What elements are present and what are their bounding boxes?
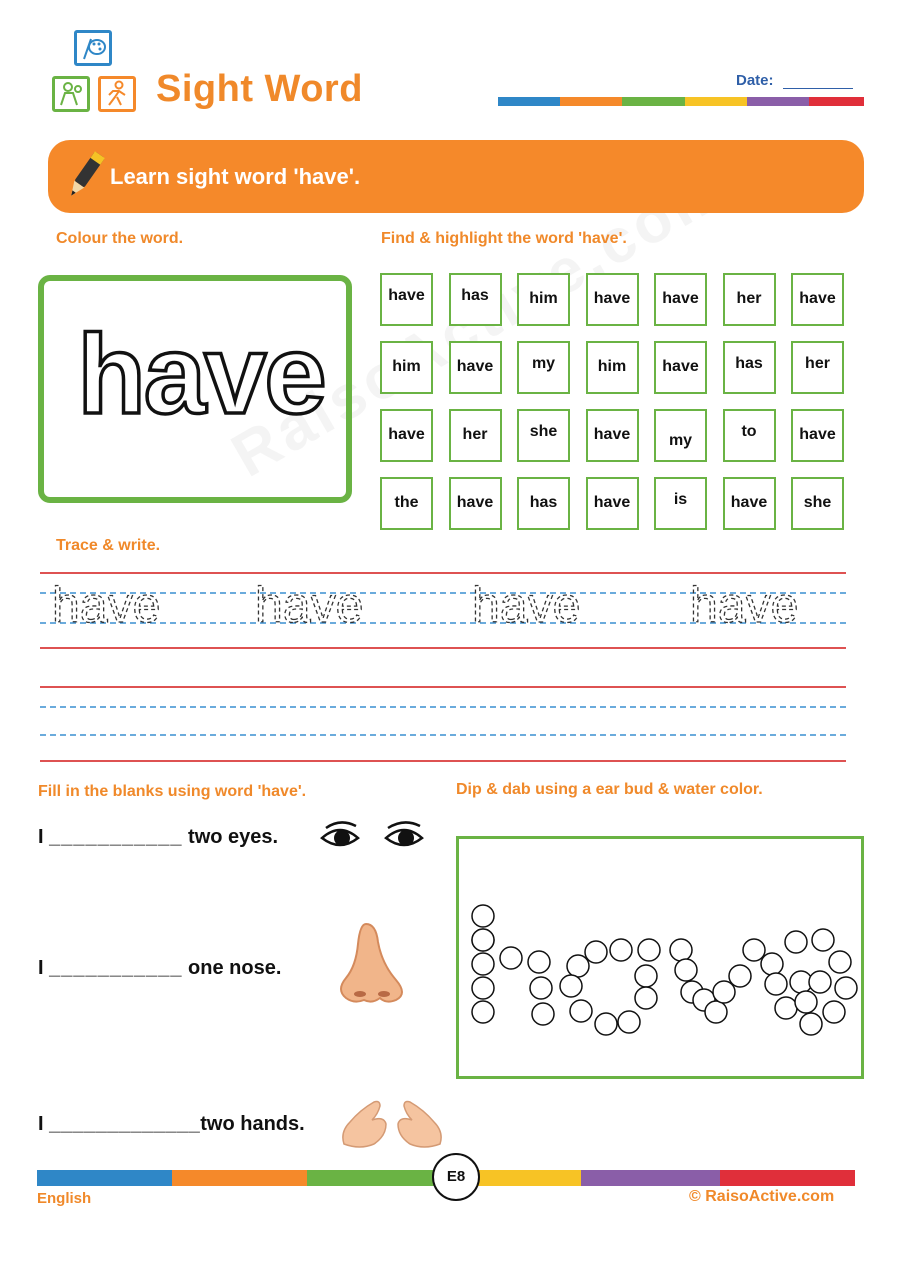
dab-dot[interactable] [472,905,494,927]
sentence-prefix: I [38,1113,44,1135]
blank-field[interactable]: _____________ [49,1113,201,1135]
grid-word-cell[interactable] [517,477,570,530]
grid-word-cell[interactable] [449,273,502,326]
grid-word-cell[interactable] [380,341,433,394]
trace-word: have [472,577,581,633]
pencil-icon [60,146,110,206]
dab-dot[interactable] [500,947,522,969]
grid-word-text: have [730,494,768,511]
grid-word-cell[interactable] [517,273,570,326]
dab-dot[interactable] [743,939,765,961]
dab-dot[interactable] [528,951,550,973]
logo-icons [52,30,142,115]
grid-word-text: she [803,494,832,511]
trace-section-label: Trace & write. [56,537,161,554]
dab-dot[interactable] [570,1000,592,1022]
page-title: Sight Word [156,68,363,110]
dab-dot[interactable] [812,929,834,951]
grid-word-text: her [462,426,488,443]
palette-icon [74,30,112,66]
nose-icon [336,922,408,1006]
dab-dot[interactable] [765,973,787,995]
find-section-label: Find & highlight the word 'have'. [381,230,627,247]
grid-word-cell[interactable] [380,477,433,530]
blank-field[interactable]: ___________ [49,826,183,848]
grid-word-cell[interactable] [723,477,776,530]
grid-word-text: her [736,290,762,307]
grid-word-cell[interactable] [586,273,639,326]
blank-field[interactable]: ___________ [49,957,183,979]
sentence-prefix: I [38,957,44,979]
child-play-icon [52,76,90,112]
grid-word-text: have [593,494,631,511]
sentence-prefix: I [38,826,44,848]
grid-word-cell[interactable] [791,477,844,530]
grid-word-cell[interactable] [449,341,502,394]
grid-word-cell[interactable] [654,477,707,530]
dab-dot[interactable] [809,971,831,993]
grid-word-text: him [529,290,558,307]
dab-dot[interactable] [618,1011,640,1033]
grid-word-text: have [662,290,699,307]
grid-word-cell[interactable] [586,477,639,530]
dab-dot[interactable] [472,953,494,975]
dab-dot[interactable] [785,931,807,953]
grid-word-cell[interactable] [586,341,639,394]
date-field[interactable] [783,88,853,89]
dab-dot[interactable] [800,1013,822,1035]
svg-text:have: have [77,318,325,428]
dab-section-label: Dip & dab using a ear bud & water color. [456,781,763,798]
grid-word-text: have [388,287,425,304]
grid-word-text: the [394,494,419,511]
grid-word-text: have [456,494,494,511]
grid-word-cell[interactable] [791,273,844,326]
dab-word-dots[interactable] [456,836,864,1079]
grid-word-cell[interactable] [791,409,844,462]
page-number-badge: E8 [432,1153,480,1201]
grid-word-text: my [531,355,556,372]
date-label: Date: [736,72,774,89]
dab-dot[interactable] [635,987,657,1009]
grid-word-cell[interactable] [586,409,639,462]
dab-dot[interactable] [610,939,632,961]
footer-subject: English [37,1190,92,1207]
grid-word-text: have [593,426,631,443]
banner-text: Learn sight word 'have'. [110,164,361,189]
outline-word[interactable] [64,318,339,428]
grid-word-text: him [597,358,627,375]
grid-word-text: her [805,355,830,372]
dab-dot[interactable] [705,1001,727,1023]
colour-section-label: Colour the word. [56,230,184,247]
dab-dot[interactable] [775,997,797,1019]
dab-dot[interactable] [670,939,692,961]
grid-word-text: is [673,491,688,508]
dab-dot[interactable] [835,977,857,999]
grid-word-cell[interactable] [517,409,570,462]
grid-word-cell[interactable] [449,409,502,462]
grid-word-text: have [799,290,836,307]
grid-word-cell[interactable] [654,273,707,326]
grid-word-text: have [456,358,494,375]
grid-word-cell[interactable] [654,341,707,394]
grid-word-cell[interactable] [723,341,776,394]
header-color-strip [498,97,864,106]
dab-dot[interactable] [560,975,582,997]
sentence-suffix: two hands. [200,1113,305,1135]
grid-word-text: have [799,426,836,443]
dab-dot[interactable] [585,941,607,963]
trace-word: have [255,577,364,633]
trace-word: have [52,577,161,633]
dab-dot[interactable] [530,977,552,999]
dab-dot[interactable] [823,1001,845,1023]
dab-dot[interactable] [729,965,751,987]
grid-word-cell[interactable] [449,477,502,530]
grid-word-cell[interactable] [654,409,707,462]
sentence-eyes [38,826,278,849]
grid-word-text: has [735,355,763,372]
sentence-nose [38,957,281,980]
grid-word-text: have [593,290,631,307]
dab-dot[interactable] [595,1013,617,1035]
dab-dot[interactable] [472,929,494,951]
dab-dot[interactable] [567,955,589,977]
dab-dot[interactable] [638,939,660,961]
trace-lines[interactable] [40,565,846,770]
sentence-suffix: one nose. [188,957,282,979]
dab-dot[interactable] [829,951,851,973]
grid-word-cell[interactable] [791,341,844,394]
sentence-hands [38,1113,305,1136]
grid-word-cell[interactable] [380,273,433,326]
sentence-suffix: two eyes. [188,826,279,848]
grid-word-text: my [668,432,693,449]
grid-word-text: to [741,423,757,440]
footer-copyright: © RaisoActive.com [689,1188,835,1205]
grid-word-text: she [529,423,558,440]
dab-dot[interactable] [795,991,817,1013]
dab-dot[interactable] [472,977,494,999]
grid-word-cell[interactable] [380,409,433,462]
fill-section-label: Fill in the blanks using word 'have'. [38,783,307,800]
dab-dot[interactable] [532,1003,554,1025]
dab-dot[interactable] [675,959,697,981]
grid-word-text: have [662,358,699,375]
child-running-icon [98,76,136,112]
hands-icon [338,1098,446,1150]
dab-dot[interactable] [635,965,657,987]
grid-word-text: have [388,426,425,443]
dab-dot[interactable] [761,953,783,975]
eyes-icon [318,818,430,858]
grid-word-text: him [392,358,421,375]
grid-word-cell[interactable] [517,341,570,394]
grid-word-cell[interactable] [723,409,776,462]
grid-word-text: has [461,287,489,304]
dab-dot[interactable] [472,1001,494,1023]
grid-word-text: has [529,494,558,511]
trace-word: have [690,577,799,633]
grid-word-cell[interactable] [723,273,776,326]
